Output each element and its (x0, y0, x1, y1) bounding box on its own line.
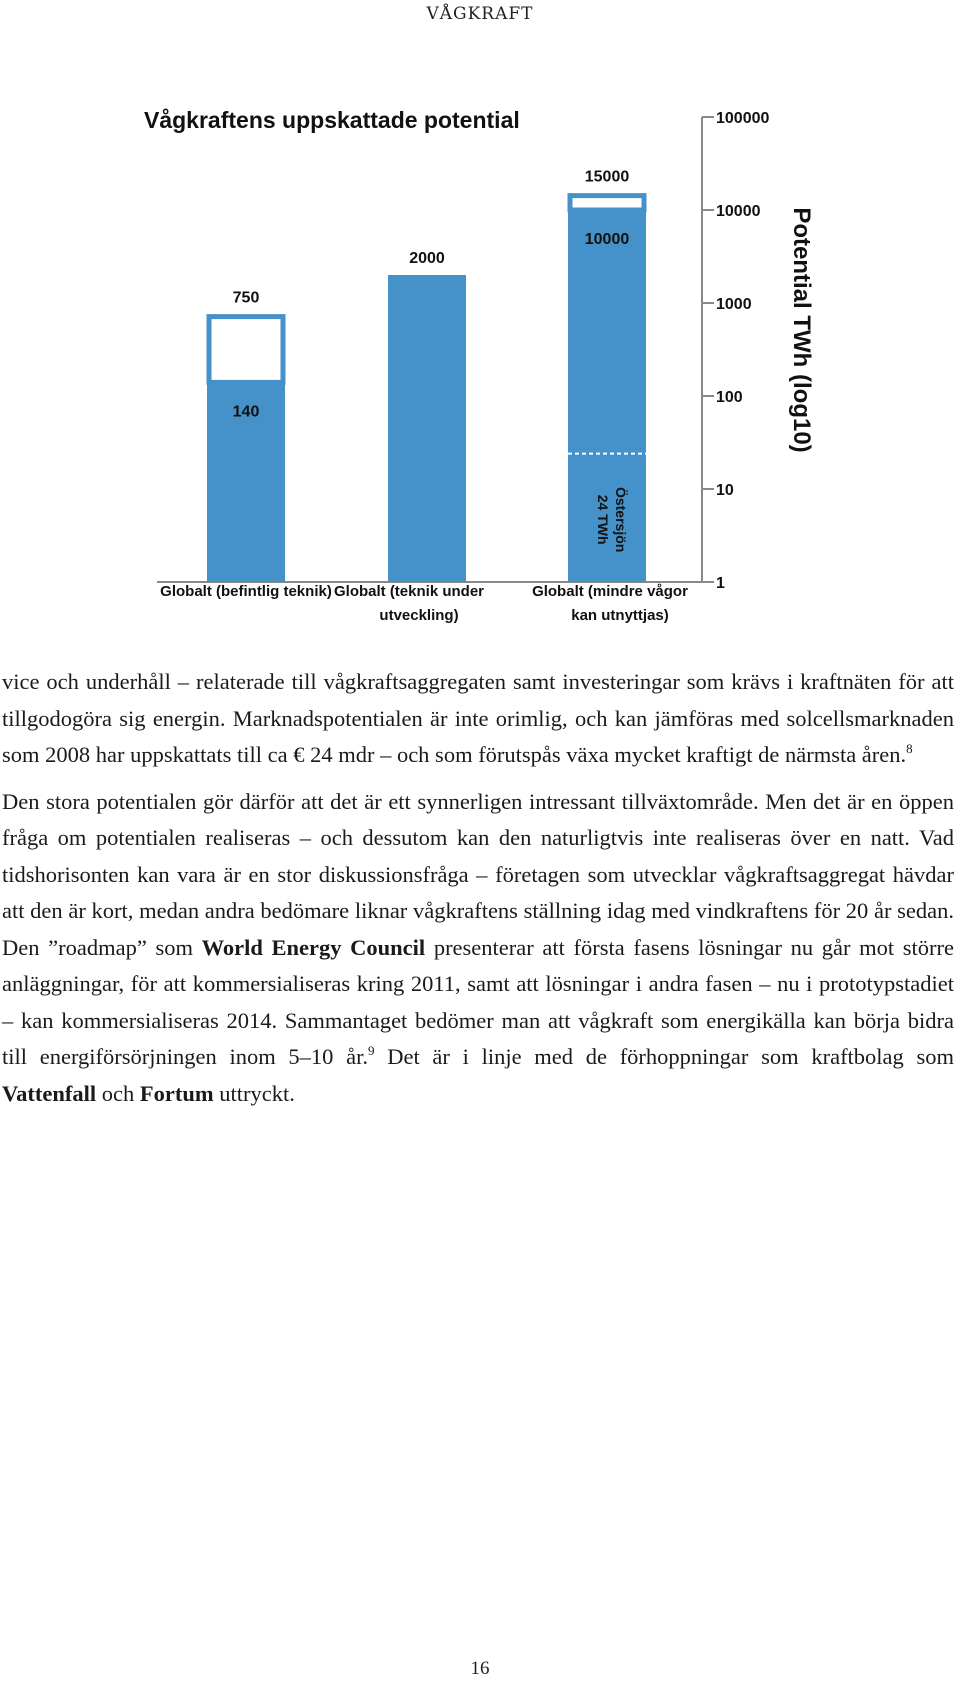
bar-value-label: 2000 (409, 250, 445, 268)
bar-value-label: 15000 (584, 168, 630, 186)
baltic-annotation-line1: Östersjön (613, 486, 629, 553)
category-label-line2: kan utnyttjas) (571, 607, 669, 624)
category-label: Globalt (befintlig teknik) (160, 583, 332, 600)
category-label: Globalt (mindre vågor (532, 583, 688, 600)
y-tick-label: 1000 (716, 296, 752, 313)
paragraph-2-text-c: Det är i linje med de förhoppningar som kraftbolag som (387, 1044, 955, 1069)
chart-title: Vågkraftens uppskattade potential (144, 107, 520, 133)
paragraph-1-text: vice och underhåll – relaterade till vågkraftsaggregaten samt investeringar som krävs i kraftnäten för att tillgodogöra sig energin. Marknadspotentialen är inte orimlig, och kan jämföras med solcellsmarknaden som 2008 har uppskattats till ca € 24 mdr – och som förutspås växa mycket kraftigt de närmsta åren. (2, 669, 954, 767)
bar-solid (388, 275, 466, 582)
y-tick-label: 1 (716, 575, 725, 592)
potential-chart (0, 60, 960, 640)
paragraph-2-text-b: presenterar att första fasens lösningar nu går mot större anläggningar, för att kommersialiseras kring 2011, samt att lösningar i andra fasen – nu i prototypstadiet – kan kommersialiseras 2014. Sammantaget bedömer man att vågkraft som energikälla kan börja bidra till energiförsörjningen inom 5–10 år. (2, 934, 955, 1069)
paragraph-2 (2, 784, 954, 1113)
company-fortum: Fortum (139, 1080, 214, 1106)
bar-value-label: 750 (232, 289, 260, 307)
company-vattenfall: Vattenfall (2, 1080, 97, 1106)
footnote-ref-8: 8 (906, 741, 913, 756)
footnote-ref-9: 9 (368, 1043, 375, 1058)
bar-range-outline (209, 317, 283, 383)
bar-value-label: 140 (232, 403, 260, 421)
y-tick-label: 100 (716, 389, 743, 406)
body-text (2, 664, 954, 1112)
bar-range-outline (570, 196, 644, 210)
y-tick-label: 10 (716, 482, 734, 499)
y-tick-label: 10000 (716, 203, 761, 220)
paragraph-1 (2, 664, 954, 774)
paragraph-2-text-a: Den stora potentialen gör därför att det är ett synnerligen intressant tillväxtområde. Men det är en öppen fråga om potentialen realiseras – och dessutom kan den naturligtvis inte realiseras över en natt. Vad tidshorisonten kan vara är en stor diskussionsfråga – företagen som utvecklar vågkraftsaggregat hävdar att den är kort, medan andra bedömare liknar vågkraftens ställning idag med vindkraftens för 20 år sedan. Den ”roadmap” som (2, 788, 954, 960)
paragraph-2-text-e: uttryckt. (219, 1080, 295, 1106)
y-tick-label: 100000 (716, 110, 770, 127)
category-label: Globalt (teknik under (333, 583, 485, 600)
paragraph-2-text-d: och (101, 1080, 135, 1106)
potential-chart-figure (0, 60, 960, 640)
y-axis-label: Potential TWh (log10) (788, 207, 815, 453)
bar-value-label: 10000 (584, 231, 630, 248)
baltic-annotation-line2: 24 TWh (595, 494, 611, 545)
org-world-energy-council: World Energy Council (201, 934, 426, 960)
running-head: VÅGKRAFT (426, 4, 534, 24)
page-number: 16 (470, 1658, 490, 1679)
category-label-line2: utveckling) (379, 607, 459, 624)
